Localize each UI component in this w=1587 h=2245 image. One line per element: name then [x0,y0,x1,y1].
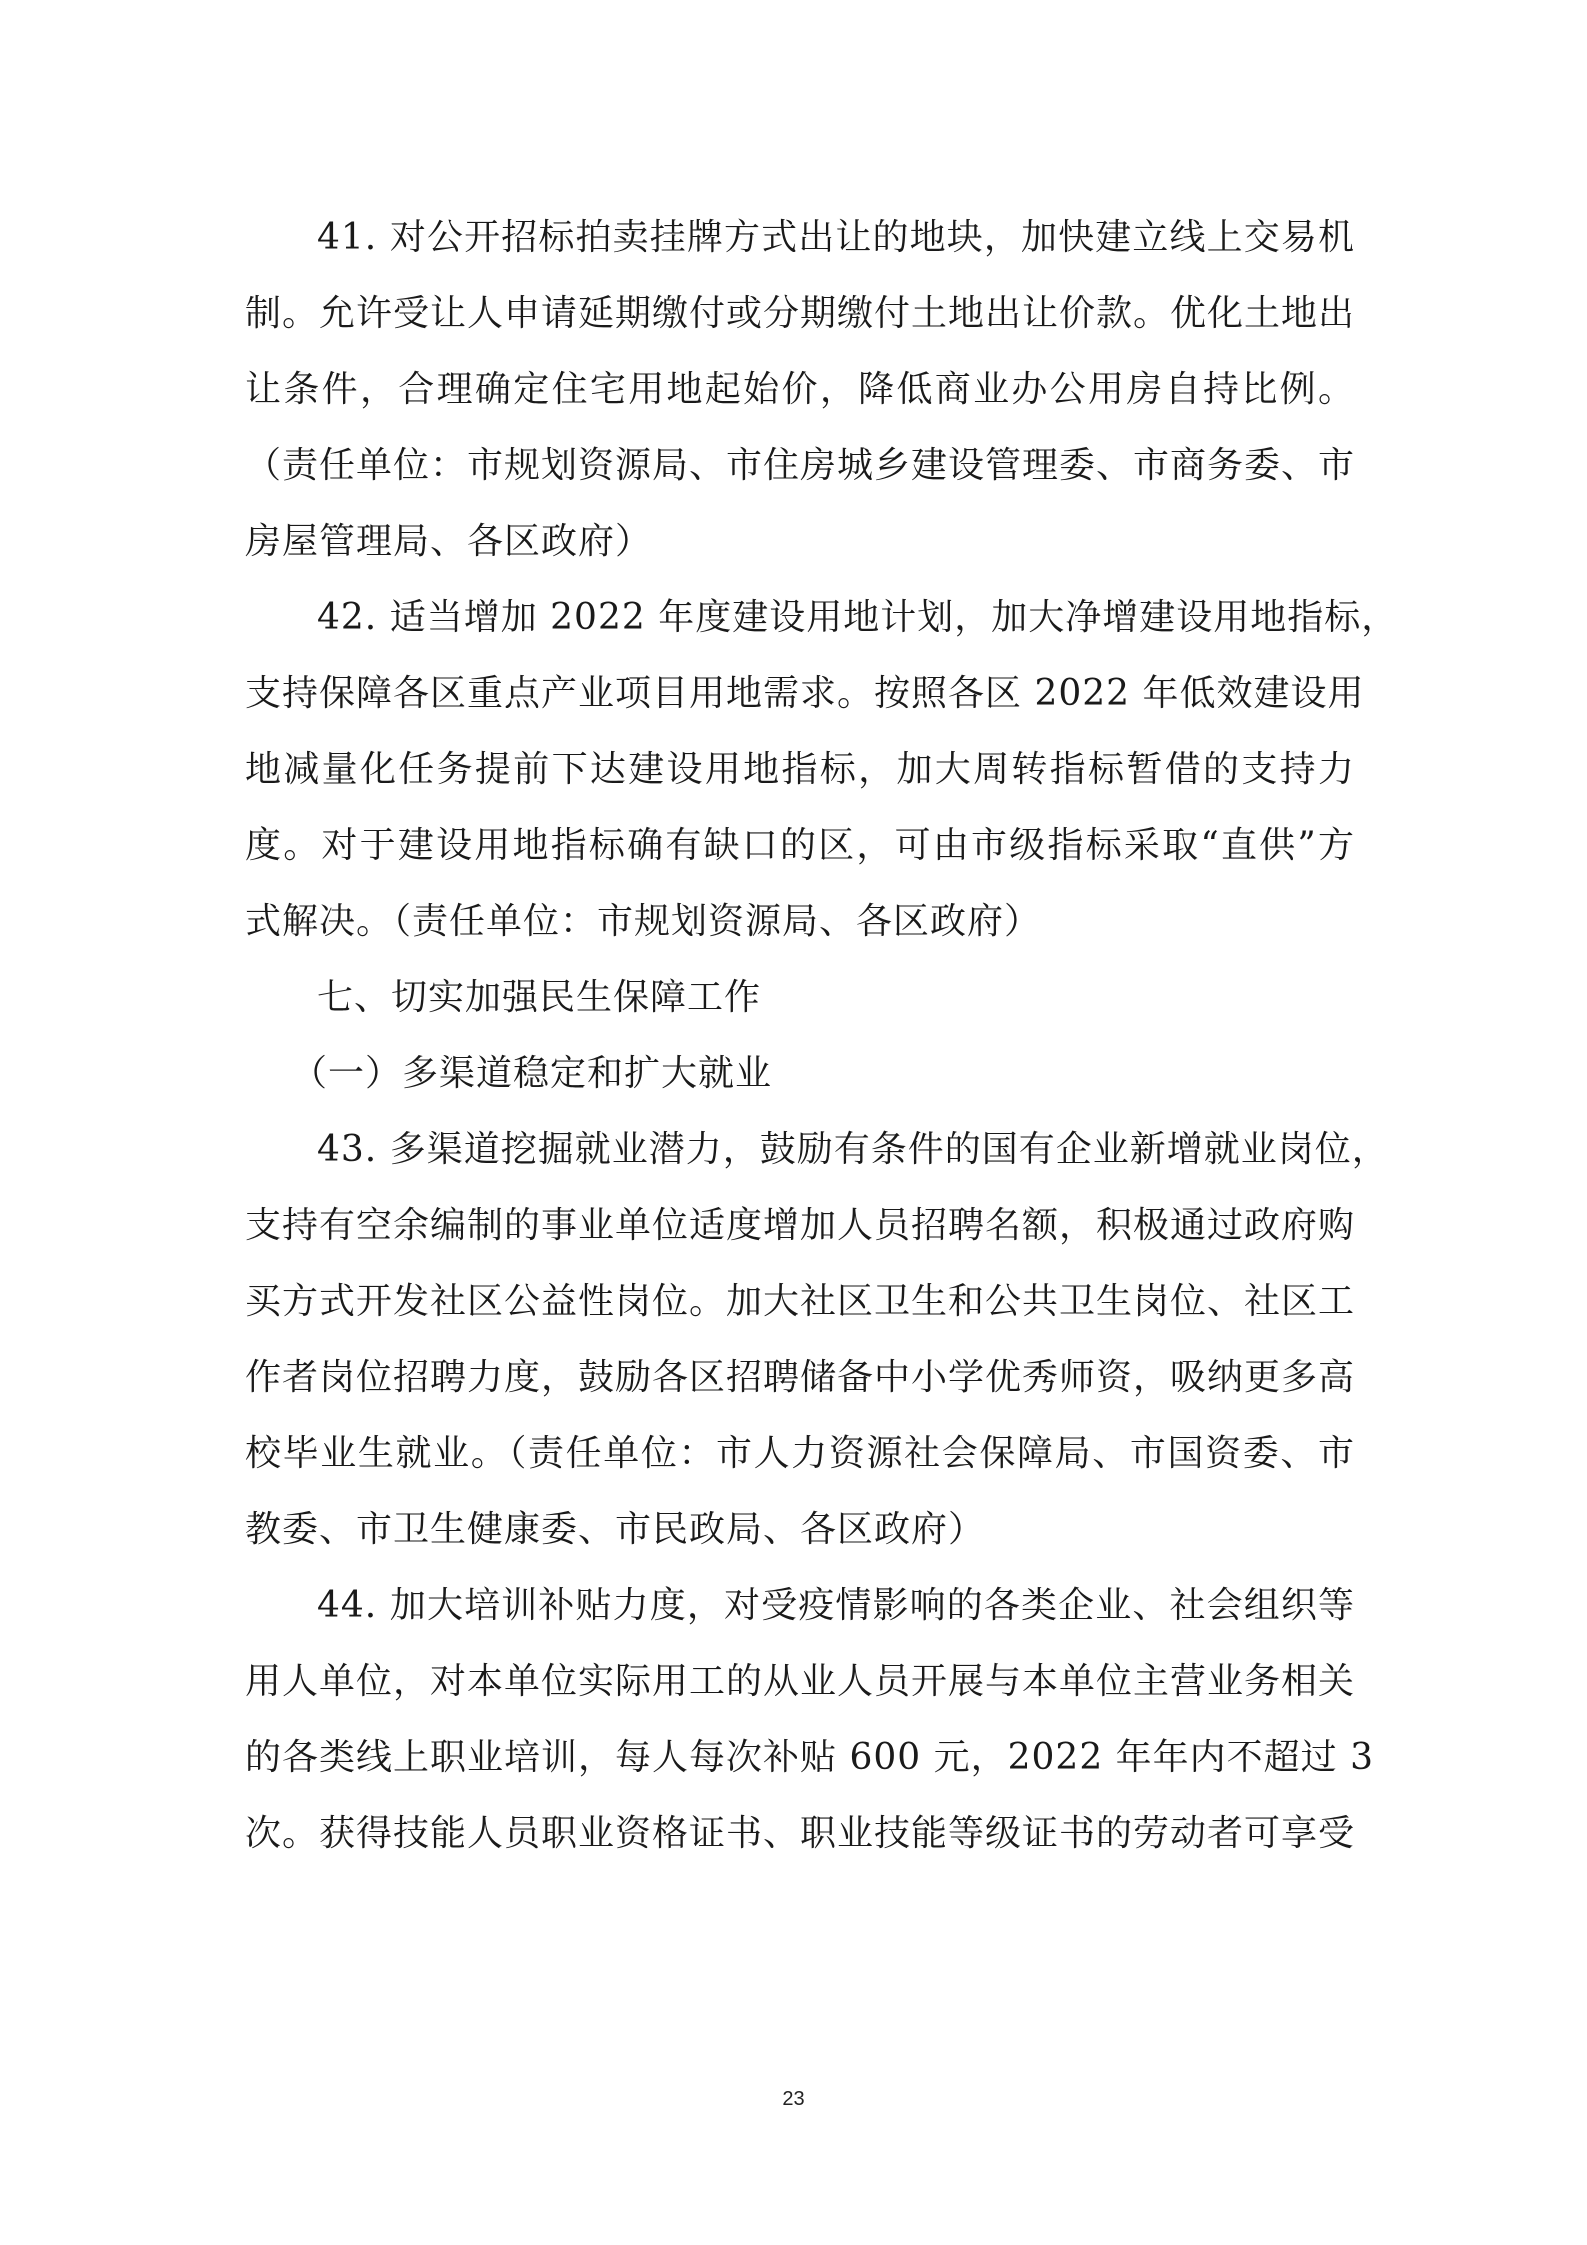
paragraph-44-line-3: 的各类线上职业培训，每人每次补贴 600 元，2022 年年内不超过 3 [245,1737,1375,1778]
paragraph-41-line-3: 让条件，合理确定住宅用地起始价，降低商业办公用房自持比例。 [245,369,1355,410]
paragraph-44-line-4: 次。获得技能人员职业资格证书、职业技能等级证书的劳动者可享受 [245,1813,1356,1854]
paragraph-43-line-4: 作者岗位招聘力度，鼓励各区招聘储备中小学优秀师资，吸纳更多高 [245,1357,1356,1398]
section-heading: 七、切实加强民生保障工作 [317,977,762,1018]
paragraph-41-line-2: 制。允许受让人申请延期缴付或分期缴付土地出让价款。优化土地出 [245,293,1356,334]
paragraph-42-line-5: 式解决。（责任单位：市规划资源局、各区政府） [245,901,1042,942]
paragraph-44-line-1: 44. 加大培训补贴力度，对受疫情影响的各类企业、社会组织等 [317,1585,1355,1626]
paragraph-43-line-1: 43. 多渠道挖掘就业潜力，鼓励有条件的国有企业新增就业岗位， [317,1129,1389,1170]
paragraph-43-line-5: 校毕业生就业。（责任单位：市人力资源社会保障局、市国资委、市 [245,1433,1355,1474]
page-number: 23 [782,2088,805,2110]
paragraph-42-line-3: 地减量化任务提前下达建设用地指标，加大周转指标暂借的支持力 [245,749,1355,790]
paragraph-44-line-2: 用人单位，对本单位实际用工的从业人员开展与本单位主营业务相关 [245,1661,1356,1702]
paragraph-42-line-4: 度。对于建设用地指标确有缺口的区，可由市级指标采取“直供”方 [245,825,1355,866]
paragraph-41-line-4: （责任单位：市规划资源局、市住房城乡建设管理委、市商务委、市 [245,445,1356,486]
paragraph-43-line-3: 买方式开发社区公益性岗位。加大社区卫生和公共卫生岗位、社区工 [245,1281,1356,1322]
paragraph-42-line-1: 42. 适当增加 2022 年度建设用地计划，加大净增建设用地指标， [317,597,1399,638]
paragraph-43-line-2: 支持有空余编制的事业单位适度增加人员招聘名额，积极通过政府购 [245,1205,1356,1246]
body-text [245,200,1399,1872]
paragraph-43-line-6: 教委、市卫生健康委、市民政局、各区政府） [245,1509,986,1550]
paragraph-42-line-2: 支持保障各区重点产业项目用地需求。按照各区 2022 年低效建设用 [245,673,1365,714]
subsection-heading: （一）多渠道稳定和扩大就业 [291,1053,773,1094]
paragraph-41-line-1: 41. 对公开招标拍卖挂牌方式出让的地块，加快建立线上交易机 [317,217,1355,258]
paragraph-41-line-5: 房屋管理局、各区政府） [245,521,653,562]
